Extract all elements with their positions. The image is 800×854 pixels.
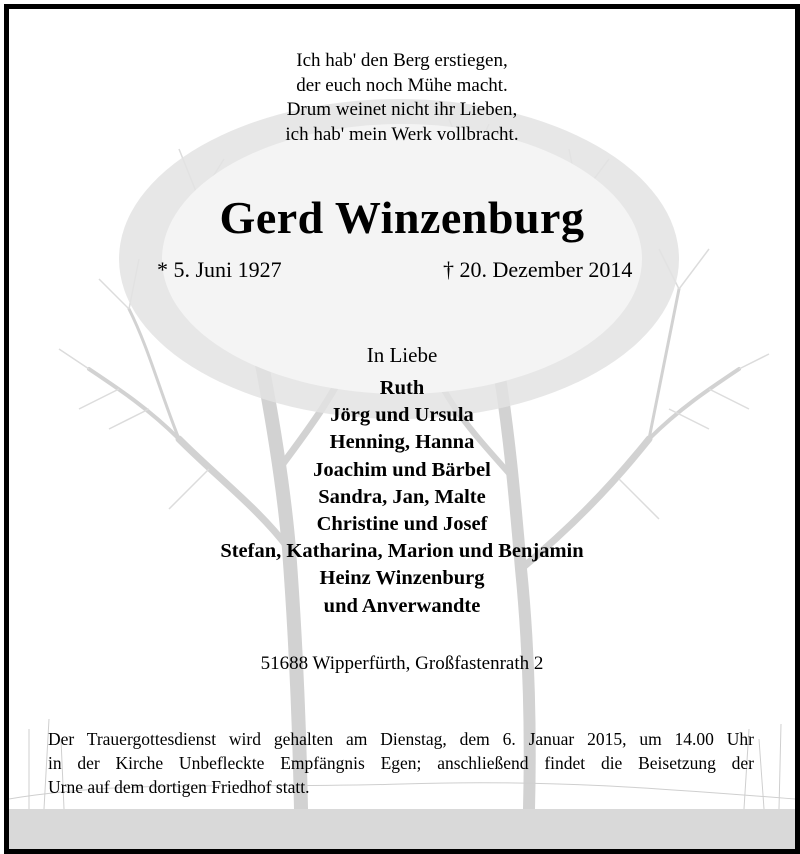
mourner-entry: Christine und Josef (316, 513, 488, 536)
mourner-entry: Sandra, Jan, Malte (318, 485, 486, 508)
mourners-list (9, 375, 795, 620)
birth-date: * 5. Juni 1927 (157, 257, 282, 282)
mourners-intro: In Liebe (366, 343, 438, 367)
mourner-entry: Henning, Hanna (329, 431, 475, 454)
poem-line: der euch noch Mühe macht. (296, 74, 508, 96)
mourner-entry: Joachim und Bärbel (313, 458, 491, 481)
obituary-notice (4, 4, 800, 854)
poem-line: Ich hab' den Berg erstiegen, (296, 50, 508, 71)
deceased-name: Gerd Winzenburg (219, 192, 585, 243)
notice-line: Urne auf dem dortigen Friedhof statt. (48, 777, 310, 797)
notice-line: in der Kirche Unbefleckte Empfängnis Egen; anschließend findet die Beisetzung der (48, 753, 754, 773)
mourner-entry: Heinz Winzenburg (319, 567, 485, 590)
mourner-entry: Ruth (379, 377, 425, 399)
mourner-entry: und Anverwandte (323, 594, 481, 617)
poem-line: Drum weinet nicht ihr Lieben, (286, 99, 518, 120)
funeral-service-notice (48, 727, 754, 799)
death-date: † 20. Dezember 2014 (443, 257, 633, 282)
mourner-entry: Jörg und Ursula (330, 404, 474, 427)
notice-line: Der Trauergottesdienst wird gehalten am Dienstag, dem 6. Januar 2015, um 14.00 Uhr (48, 729, 754, 749)
poem-line: ich hab' mein Werk vollbracht. (285, 123, 519, 145)
mourner-entry: Stefan, Katharina, Marion und Benjamin (220, 540, 584, 563)
family-address: 51688 Wipperfürth, Großfastenrath 2 (260, 653, 544, 674)
memorial-poem (9, 49, 795, 147)
